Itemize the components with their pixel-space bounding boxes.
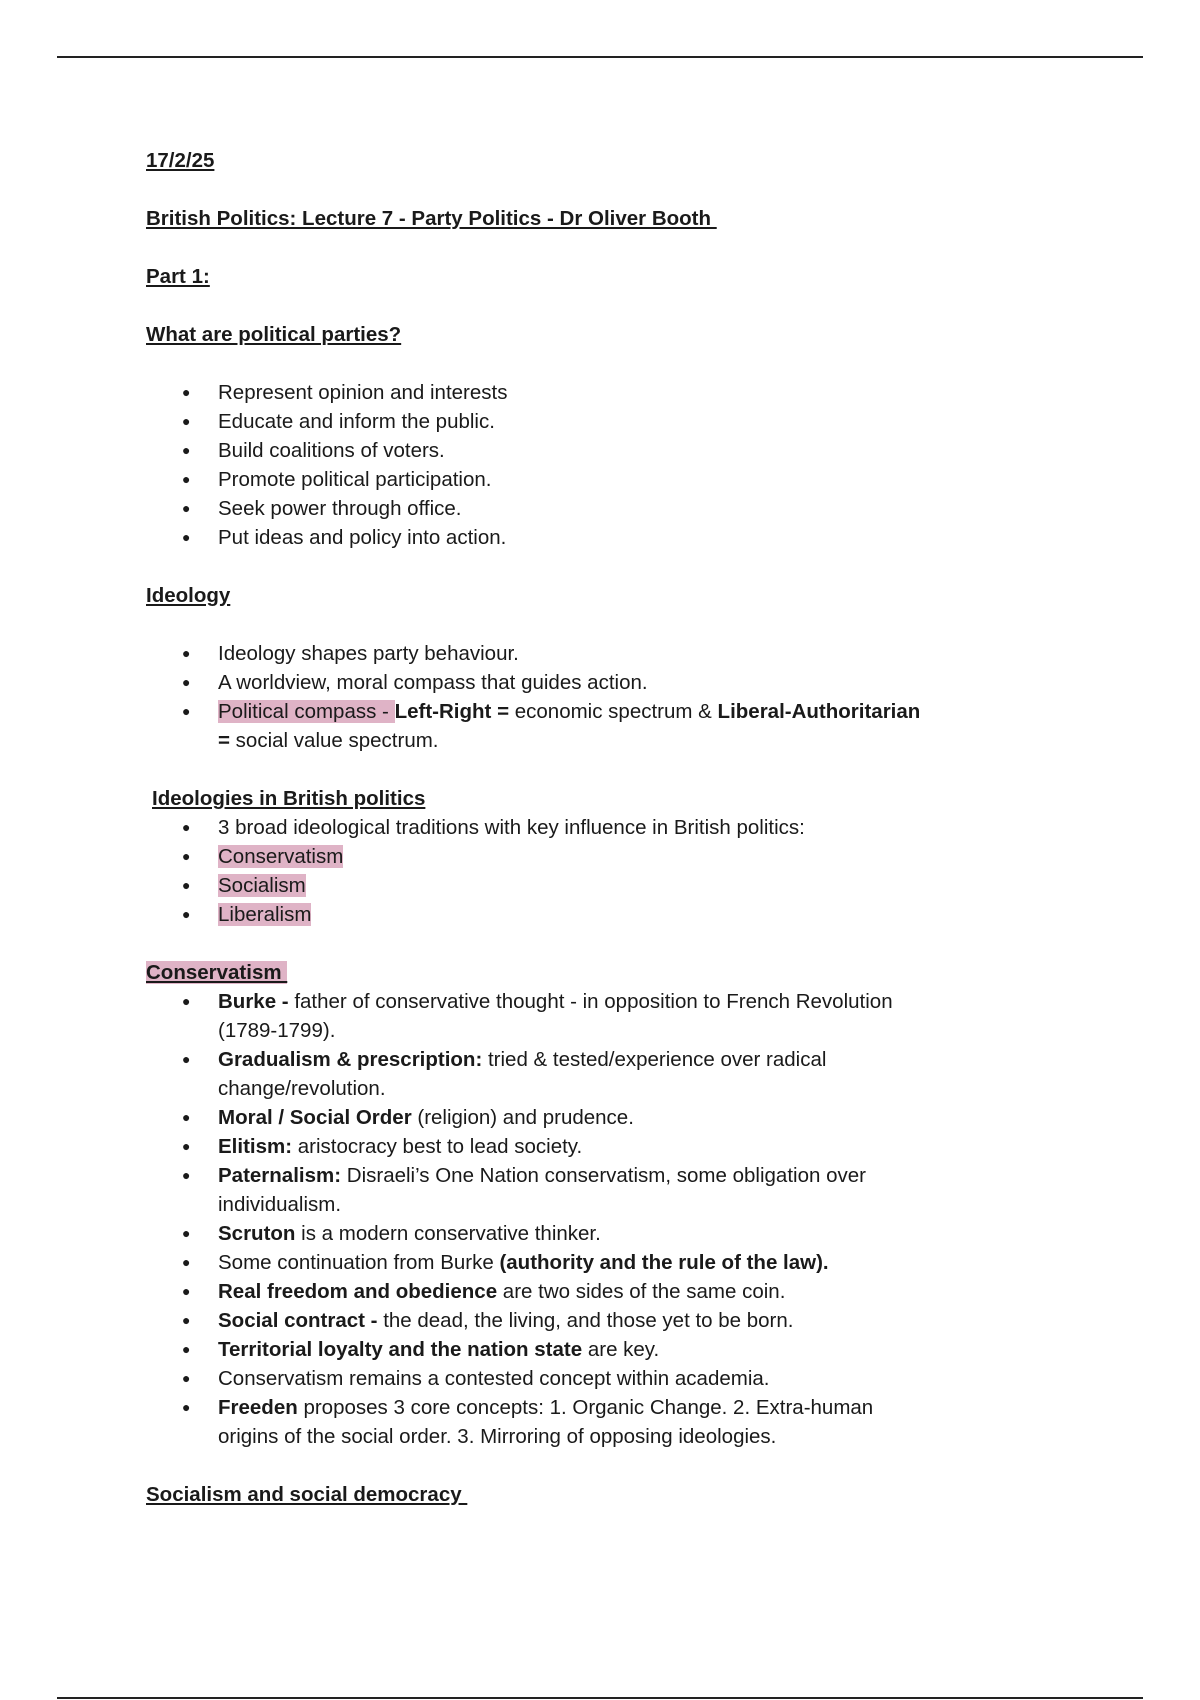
bullet-icon: ● bbox=[182, 993, 191, 1009]
list-item: ● Seek power through office. bbox=[146, 494, 1046, 523]
liberalism-highlight: Liberalism bbox=[218, 903, 312, 926]
bullet-icon: ● bbox=[182, 819, 191, 835]
list-item: ● Real freedom and obedience are two sides of the same coin. bbox=[146, 1277, 926, 1306]
bullet-icon: ● bbox=[182, 529, 191, 545]
list-item bbox=[146, 900, 1046, 929]
conservatism-highlight: Conservatism bbox=[218, 845, 344, 868]
list-item: ● Freeden proposes 3 core concepts: 1. Organic Change. 2. Extra-human origins of the social order. 3. Mirroring of opposing ideologies. bbox=[146, 1393, 926, 1451]
list-item: ● Educate and inform the public. bbox=[146, 407, 1046, 436]
bullet-icon: ● bbox=[182, 877, 191, 893]
bullet-icon: ● bbox=[182, 1167, 191, 1183]
top-rule bbox=[57, 56, 1143, 58]
bullet-icon: ● bbox=[182, 1399, 191, 1415]
list-item: ● Promote political participation. bbox=[146, 465, 1046, 494]
bullet-icon: ● bbox=[182, 471, 191, 487]
bullet-icon: ● bbox=[182, 703, 191, 719]
bullet-icon: ● bbox=[182, 1341, 191, 1357]
list-item: ● 3 broad ideological traditions with key influence in British politics: bbox=[146, 813, 1046, 842]
bullet-icon: ● bbox=[182, 906, 191, 922]
list-item: ● Conservatism remains a contested concept within academia. bbox=[146, 1364, 926, 1393]
ideology-heading: Ideology bbox=[146, 584, 231, 607]
british-ideologies-list bbox=[146, 813, 1046, 929]
list-item: ● Burke - father of conservative thought - in opposition to French Revolution (1789-1799). bbox=[146, 987, 926, 1045]
list-item: ● Ideology shapes party behaviour. bbox=[146, 639, 1046, 668]
list-item: ● A worldview, moral compass that guides action. bbox=[146, 668, 1046, 697]
bullet-icon: ● bbox=[182, 848, 191, 864]
list-item: ● Moral / Social Order (religion) and prudence. bbox=[146, 1103, 926, 1132]
bullet-icon: ● bbox=[182, 1254, 191, 1270]
bullet-icon: ● bbox=[182, 1312, 191, 1328]
bottom-rule bbox=[57, 1697, 1143, 1699]
list-item bbox=[146, 871, 1046, 900]
bullet-icon: ● bbox=[182, 1225, 191, 1241]
list-item: ● Social contract - the dead, the living, and those yet to be born. bbox=[146, 1306, 926, 1335]
bullet-icon: ● bbox=[182, 384, 191, 400]
list-item-political-compass: ● Political compass - Left-Right = economic spectrum & Liberal-Authoritarian = social value spectrum. bbox=[146, 697, 1046, 755]
ideology-list bbox=[146, 639, 1046, 755]
socialism-heading: Socialism and social democracy bbox=[146, 1483, 468, 1506]
socialism-highlight: Socialism bbox=[218, 874, 306, 897]
bullet-icon: ● bbox=[182, 1051, 191, 1067]
conservatism-heading: Conservatism bbox=[146, 961, 288, 984]
list-item bbox=[146, 842, 1046, 871]
list-item: ● Gradualism & prescription: tried & tested/experience over radical change/revolution. bbox=[146, 1045, 926, 1103]
document-body bbox=[146, 146, 1046, 1509]
list-item: ● Paternalism: Disraeli’s One Nation conservatism, some obligation over individualism. bbox=[146, 1161, 926, 1219]
part-heading: Part 1: bbox=[146, 265, 210, 288]
bullet-icon: ● bbox=[182, 413, 191, 429]
bullet-icon: ● bbox=[182, 1283, 191, 1299]
list-item: ● Put ideas and policy into action. bbox=[146, 523, 1046, 552]
bullet-icon: ● bbox=[182, 1109, 191, 1125]
lecture-title: British Politics: Lecture 7 - Party Politics - Dr Oliver Booth bbox=[146, 207, 717, 230]
list-item: ● Some continuation from Burke (authority and the rule of the law). bbox=[146, 1248, 926, 1277]
bullet-icon: ● bbox=[182, 674, 191, 690]
political-compass-highlight: Political compass - bbox=[218, 700, 395, 723]
list-item: ● Build coalitions of voters. bbox=[146, 436, 1046, 465]
list-item: ● Represent opinion and interests bbox=[146, 378, 1046, 407]
date-line: 17/2/25 bbox=[146, 149, 215, 172]
conservatism-list bbox=[146, 987, 1046, 1451]
list-item: ● Territorial loyalty and the nation state are key. bbox=[146, 1335, 926, 1364]
list-item: ● Elitism: aristocracy best to lead society. bbox=[146, 1132, 926, 1161]
parties-list bbox=[146, 378, 1046, 552]
bullet-icon: ● bbox=[182, 1370, 191, 1386]
parties-heading: What are political parties? bbox=[146, 323, 402, 346]
list-item: ● Scruton is a modern conservative thinker. bbox=[146, 1219, 926, 1248]
bullet-icon: ● bbox=[182, 442, 191, 458]
bullet-icon: ● bbox=[182, 645, 191, 661]
bullet-icon: ● bbox=[182, 500, 191, 516]
bullet-icon: ● bbox=[182, 1138, 191, 1154]
british-ideologies-heading: Ideologies in British politics bbox=[152, 787, 426, 810]
